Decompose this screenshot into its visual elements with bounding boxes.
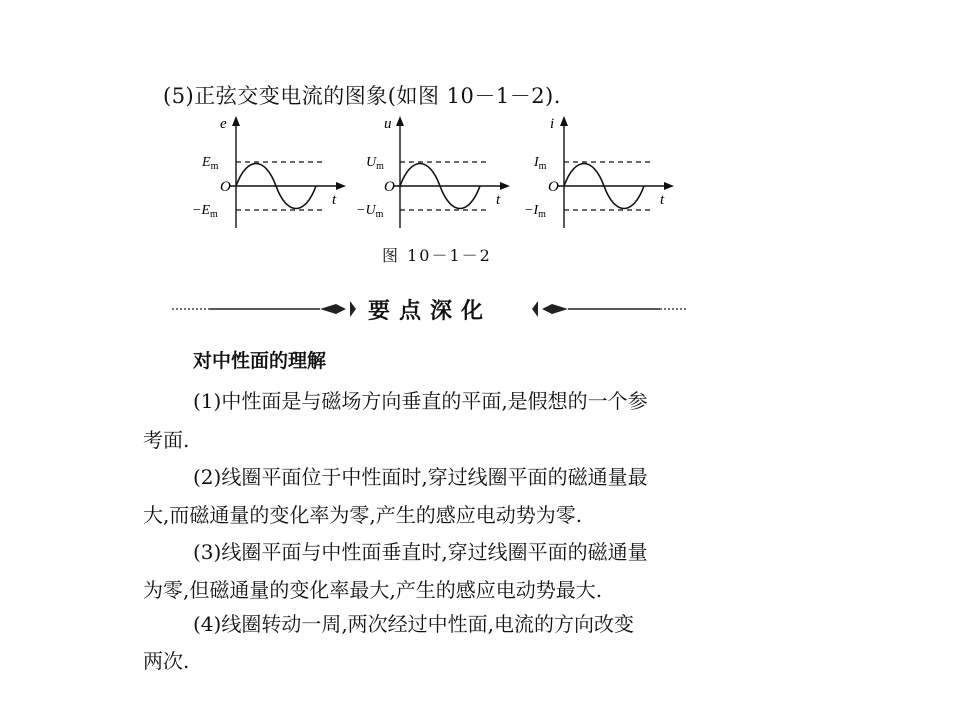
section-header <box>170 290 690 328</box>
svg-text:−Um <box>356 203 384 220</box>
graph-voltage <box>356 116 510 228</box>
paragraph-1-line-1: (1)中性面是与磁场方向垂直的平面,是假想的一个参 <box>193 389 648 413</box>
x-axis-label: t <box>496 192 501 208</box>
neg-max-sub: m <box>538 209 546 220</box>
pos-max-sub: m <box>538 161 547 172</box>
neg-max-sub: m <box>210 209 218 220</box>
subheading: 对中性面的理解 <box>193 350 327 372</box>
pos-max-label: I <box>534 155 539 170</box>
origin-label: O <box>384 179 395 195</box>
graph-current <box>524 116 674 228</box>
graph-emf <box>192 116 346 228</box>
sine-graphs-figure <box>190 112 680 232</box>
figure-caption: 图 10－1－2 <box>382 246 492 265</box>
paragraph-4-line-2: 两次. <box>143 649 190 673</box>
svg-text:Im <box>533 155 547 172</box>
y-axis-label: i <box>550 116 555 132</box>
section-title: 要点深化 <box>367 299 492 324</box>
paragraph-2-line-1: (2)线圈平面位于中性面时,穿过线圈平面的磁通量最 <box>193 465 648 489</box>
neg-max-label: −U <box>356 203 376 218</box>
pos-max-sub: m <box>376 161 384 172</box>
paragraph-1-line-2: 考面. <box>143 428 190 452</box>
paragraph-4-line-1: (4)线圈转动一周,两次经过中性面,电流的方向改变 <box>193 612 635 636</box>
intro-text: (5)正弦交变电流的图象(如图 10－1－2). <box>163 84 561 108</box>
neg-max-sub: m <box>375 209 384 220</box>
paragraph-3-line-2: 为零,但磁通量的变化率最大,产生的感应电动势最大. <box>143 578 603 602</box>
neg-max-label: −I <box>524 203 539 218</box>
pos-max-label: U <box>366 155 377 170</box>
pos-max-sub: m <box>210 161 219 172</box>
svg-text:−Em <box>192 203 218 220</box>
x-axis-label: t <box>332 192 337 208</box>
origin-label: O <box>220 179 231 195</box>
y-axis-label: e <box>220 116 227 132</box>
x-axis-label: t <box>660 192 665 208</box>
origin-label: O <box>548 179 559 195</box>
svg-text:Um <box>366 155 384 172</box>
svg-text:−Im <box>524 203 546 220</box>
svg-text:Em <box>201 155 219 172</box>
paragraph-2-line-2: 大,而磁通量的变化率为零,产生的感应电动势为零. <box>143 503 583 527</box>
pos-max-label: E <box>202 155 211 170</box>
paragraph-3-line-1: (3)线圈平面与中性面垂直时,穿过线圈平面的磁通量 <box>193 540 648 564</box>
neg-max-label: −E <box>192 203 210 218</box>
y-axis-label: u <box>384 116 392 132</box>
